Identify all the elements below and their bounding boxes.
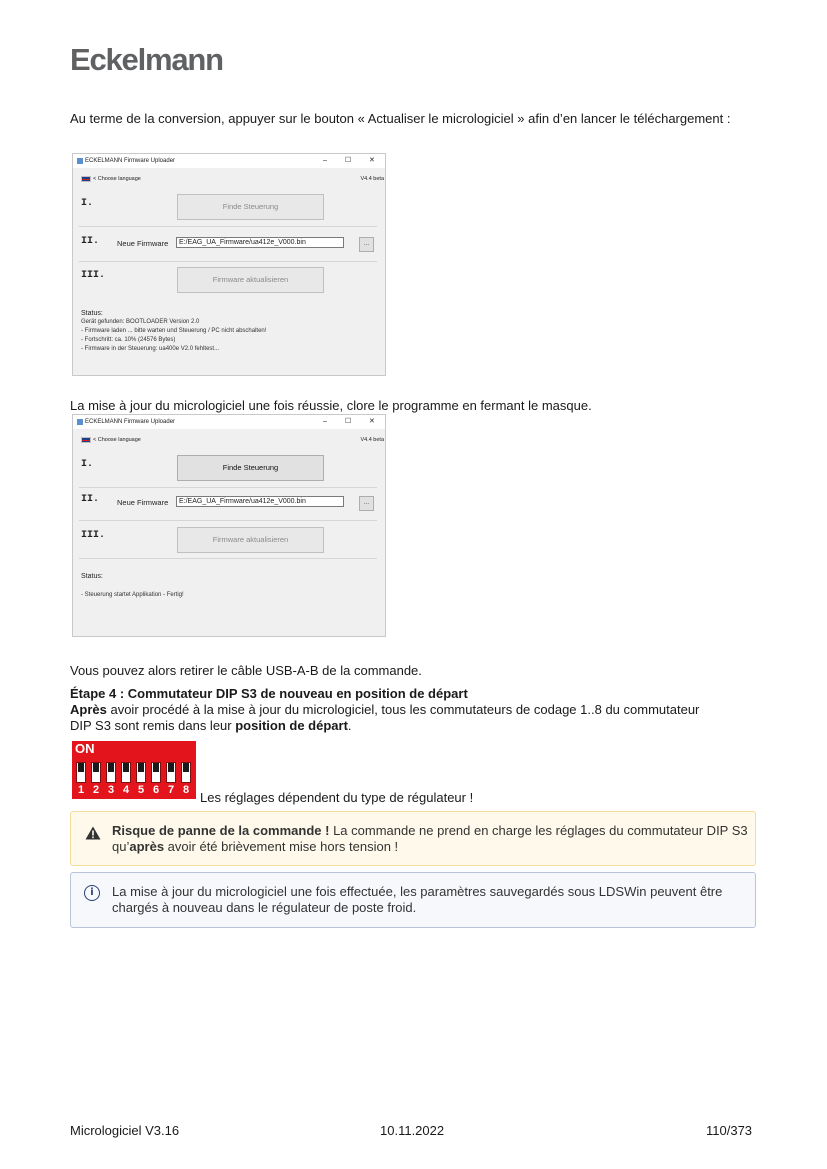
minimize-icon[interactable]: – bbox=[323, 157, 327, 164]
warning-bold-apres: après bbox=[129, 839, 165, 854]
emphasis-position-depart: position de départ bbox=[235, 718, 348, 733]
window-titlebar bbox=[73, 415, 385, 429]
status-line: - Firmware laden ... bitte warten und Steuerung / PC nicht abschalten! bbox=[81, 328, 267, 334]
dip-number: 7 bbox=[167, 784, 175, 796]
dip-caption: Les réglages dépendent du type de régulateur ! bbox=[200, 790, 474, 805]
step-4-line-1-text: avoir procédé à la mise à jour du micrologiciel, tous les commutateurs de codage 1..8 du commutateur bbox=[106, 702, 700, 717]
dip-switch-8 bbox=[181, 762, 191, 783]
dip-switch-1 bbox=[76, 762, 86, 783]
minimize-icon[interactable]: – bbox=[323, 418, 327, 425]
emphasis-apres: Après bbox=[70, 702, 107, 717]
step-4-heading: Étape 4 : Commutateur DIP S3 de nouveau en position de départ bbox=[70, 686, 468, 701]
dip-switch-6 bbox=[151, 762, 161, 783]
step-2-label: II. bbox=[81, 236, 100, 247]
warning-box bbox=[70, 811, 756, 866]
footer-product: Micrologiciel V3.16 bbox=[70, 1123, 180, 1138]
status-line: - Fortschritt: ca. 10% (24576 Bytes) bbox=[81, 337, 176, 343]
version-label: V4.4 beta bbox=[360, 176, 384, 182]
update-firmware-button[interactable]: Firmware aktualisieren bbox=[177, 267, 324, 293]
status-label: Status: bbox=[81, 573, 103, 580]
dip-number: 5 bbox=[137, 784, 145, 796]
eckelmann-logo: Eckelmann bbox=[70, 42, 223, 77]
intro-paragraph: Au terme de la conversion, appuyer sur le bouton « Actualiser le micrologiciel » afin d’en lancer le téléchargement : bbox=[70, 111, 731, 126]
info-icon: i bbox=[84, 885, 100, 901]
status-line: - Firmware in der Steuerung: ua400e V2.0 fehltest... bbox=[81, 346, 220, 352]
firmware-path-input[interactable]: E:/EAG_UA_Firmware/ua412e_V000.bin bbox=[176, 496, 344, 507]
close-icon[interactable]: ✕ bbox=[369, 157, 375, 164]
new-firmware-label: Neue Firmware bbox=[117, 239, 169, 248]
divider bbox=[79, 226, 377, 227]
find-controller-button[interactable]: Finde Steuerung bbox=[177, 455, 324, 481]
uk-flag-icon[interactable] bbox=[81, 176, 91, 182]
status-label: Status: bbox=[81, 310, 103, 317]
step-4-line-1 bbox=[70, 702, 760, 718]
cable-paragraph: Vous pouvez alors retirer le câble USB-A-B de la commande. bbox=[70, 663, 422, 678]
step-4-line-2-text: DIP S3 sont remis dans leur bbox=[70, 718, 236, 733]
warning-bold: Risque de panne de la commande ! bbox=[112, 823, 330, 838]
firmware-path-input[interactable]: E:/EAG_UA_Firmware/ua412e_V000.bin bbox=[176, 237, 344, 248]
dip-number: 8 bbox=[182, 784, 190, 796]
warning-icon bbox=[85, 826, 101, 840]
footer-date: 10.11.2022 bbox=[380, 1123, 445, 1138]
choose-language-link[interactable]: < Choose language bbox=[93, 176, 141, 182]
dip-switch-2 bbox=[91, 762, 101, 783]
info-box bbox=[70, 872, 756, 928]
divider bbox=[79, 558, 377, 559]
dip-number: 4 bbox=[122, 784, 130, 796]
warning-text-1: La commande ne prend en charge les réglages du commutateur DIP S3 qu’ bbox=[112, 823, 748, 854]
after-update-paragraph: La mise à jour du micrologiciel une fois réussie, clore le programme en fermant le masque. bbox=[70, 398, 592, 413]
step-1-label: I. bbox=[81, 198, 94, 209]
status-line: Gerät gefunden: BOOTLOADER Version 2.0 bbox=[81, 319, 200, 325]
step-3-label: III. bbox=[81, 530, 106, 541]
window-titlebar bbox=[73, 154, 385, 168]
dip-switch-5 bbox=[136, 762, 146, 783]
dip-number: 3 bbox=[107, 784, 115, 796]
step-1-label: I. bbox=[81, 459, 94, 470]
browse-button[interactable]: ... bbox=[359, 496, 374, 511]
choose-language-link[interactable]: < Choose language bbox=[93, 437, 141, 443]
warning-text-2: avoir été brièvement mise hors tension ! bbox=[164, 839, 399, 854]
app-icon bbox=[77, 419, 83, 425]
firmware-uploader-window-done bbox=[72, 414, 386, 637]
dip-number: 1 bbox=[77, 784, 85, 796]
step-3-label: III. bbox=[81, 270, 106, 281]
new-firmware-label: Neue Firmware bbox=[117, 498, 169, 507]
firmware-uploader-window-progress bbox=[72, 153, 386, 376]
browse-button[interactable]: ... bbox=[359, 237, 374, 252]
dip-switch-7 bbox=[166, 762, 176, 783]
step-4-line-2-end: . bbox=[347, 718, 352, 733]
dip-switch-image bbox=[72, 741, 196, 799]
update-firmware-button[interactable]: Firmware aktualisieren bbox=[177, 527, 324, 553]
window-title: ECKELMANN Firmware Uploader bbox=[85, 158, 176, 164]
dip-switch-3 bbox=[106, 762, 116, 783]
warning-text bbox=[112, 823, 752, 855]
step-2-label: II. bbox=[81, 494, 100, 505]
dip-switch-4 bbox=[121, 762, 131, 783]
find-controller-button[interactable]: Finde Steuerung bbox=[177, 194, 324, 220]
dip-number: 6 bbox=[152, 784, 160, 796]
divider bbox=[79, 487, 377, 488]
maximize-icon[interactable]: ☐ bbox=[345, 418, 352, 425]
dip-on-label: ON bbox=[75, 741, 95, 756]
dip-number: 2 bbox=[92, 784, 100, 796]
divider bbox=[79, 520, 377, 521]
status-line: - Steuerung startet Applikation - Fertig! bbox=[81, 592, 184, 598]
app-icon bbox=[77, 158, 83, 164]
footer-page-number: 110/373 bbox=[706, 1123, 753, 1138]
divider bbox=[79, 261, 377, 262]
maximize-icon[interactable]: ☐ bbox=[345, 157, 352, 164]
close-icon[interactable]: ✕ bbox=[369, 418, 375, 425]
version-label: V4.4 beta bbox=[360, 437, 384, 443]
uk-flag-icon[interactable] bbox=[81, 437, 91, 443]
info-text: La mise à jour du micrologiciel une fois effectuée, les paramètres sauvegardés sous LDSWin peuvent être chargés à nouveau dans le régulateur de poste froid. bbox=[112, 884, 723, 915]
step-4-line-2 bbox=[70, 718, 760, 734]
window-title: ECKELMANN Firmware Uploader bbox=[85, 419, 176, 425]
